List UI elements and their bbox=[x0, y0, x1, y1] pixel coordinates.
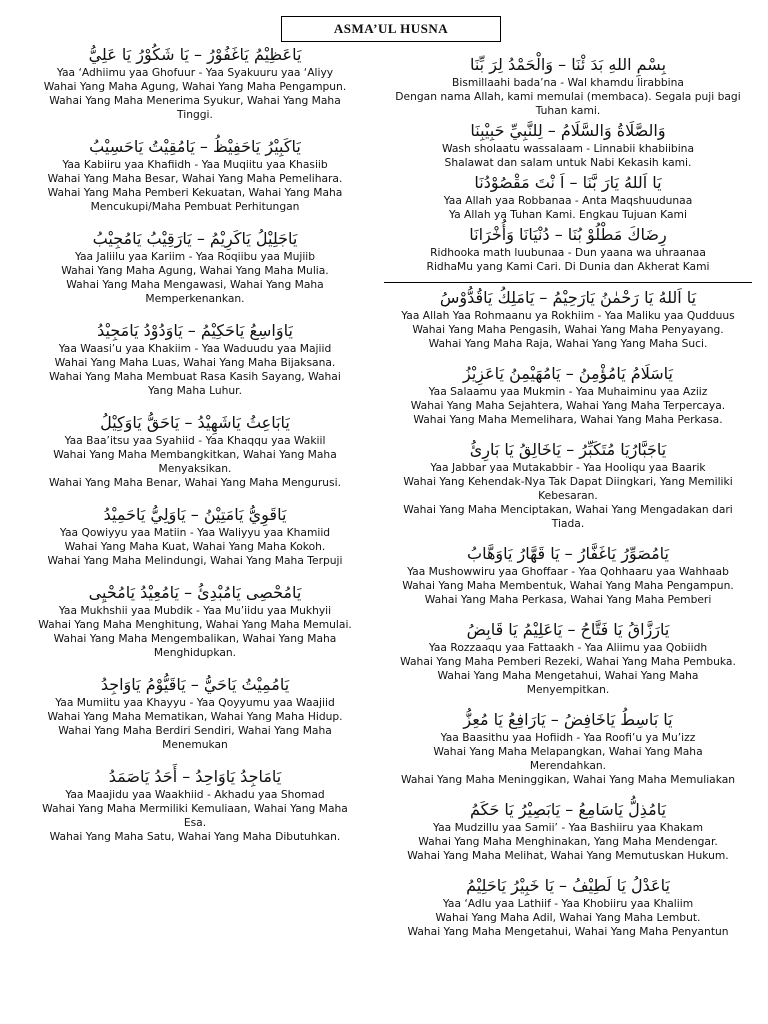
transliteration-line: Yaa ‘Adhiimu yaa Ghofuur - Yaa Syakuuru yaa ‘Aliyy bbox=[56, 66, 334, 79]
translation-line: Wahai Yang Maha Mengetahui, Wahai Yang Maha Penyantun bbox=[407, 925, 729, 938]
translation-line: Wahai Yang Maha Meninggikan, Wahai Yang Maha Memuliakan bbox=[400, 773, 736, 786]
transliteration-line: Yaa Mudzillu yaa Samii’ - Yaa Bashiiru yaa Khakam bbox=[433, 821, 703, 834]
transliteration-line: Ridhooka math luubunaa - Dun yaana wa uhraanaa bbox=[430, 246, 706, 259]
asma-entry bbox=[24, 674, 366, 752]
translation-line: Menyempitkan. bbox=[526, 683, 610, 696]
transliteration-line: Yaa Rozzaaqu yaa Fattaakh - Yaa Aliimu yaa Qobiidh bbox=[428, 641, 708, 654]
translation-line: Wahai Yang Maha Melapangkan, Wahai Yang Maha bbox=[433, 745, 703, 758]
arabic-verse: يَا اَللهُ يَارَ بَّنَا – اَ نْتَ مَقْصُوْدُنَا bbox=[474, 173, 662, 192]
arabic-verse: يَامُصَوِّرُ يَاغَفَّارُ – يَا قَهَّارُ يَاوَهَّابُ bbox=[467, 544, 669, 563]
transliteration-line: Yaa Jabbar yaa Mutakabbir - Yaa Hooliqu yaa Baarik bbox=[430, 461, 706, 474]
arabic-verse: يَابَاعِثُ يَاشَهِيْدُ – يَاحَقُّ يَاوَكِيْلُ bbox=[100, 413, 290, 432]
transliteration-line: Yaa Mukhshii yaa Mubdik - Yaa Mu’iidu yaa Mukhyii bbox=[58, 604, 332, 617]
transliteration-line: Yaa Mushowwiru yaa Ghoffaar - Yaa Qohhaaru yaa Wahhaab bbox=[407, 565, 729, 578]
asma-entry bbox=[24, 766, 366, 844]
translation-line: Wahai Yang Maha Adil, Wahai Yang Maha Lembut. bbox=[435, 911, 701, 924]
asma-entry bbox=[380, 120, 756, 170]
transliteration-line: Yaa Allah yaa Robbanaa - Anta Maqshuudunaa bbox=[443, 194, 693, 207]
asma-entry bbox=[24, 228, 366, 306]
right-column bbox=[380, 44, 756, 939]
translation-line: Wahai Yang Maha Mematikan, Wahai Yang Maha Hidup. bbox=[47, 710, 343, 723]
arabic-verse: يَاقَوِيُّ يَامَتِيْنُ – يَاوَلِيُّ يَاحَمِيْدُ bbox=[103, 505, 287, 524]
asma-entry bbox=[380, 543, 756, 607]
asma-entry bbox=[380, 875, 756, 939]
transliteration-line: Yaa Allah Yaa Rohmaanu ya Rokhiim - Yaa Maliku yaa Qudduus bbox=[401, 309, 735, 322]
translation-line: Wahai Yang Maha Agung, Wahai Yang Maha Pengampun. bbox=[43, 80, 347, 93]
arabic-verse: يَامَاجِدُ يَاوَاحِدُ – أَحَدُ يَاصَمَدُ bbox=[108, 767, 282, 786]
asma-entry bbox=[380, 224, 756, 274]
asma-entry bbox=[24, 504, 366, 568]
arabic-verse: يَامُذِلُّ يَاسَامِعُ – يَابَصِيْرُ يَا حَكَمُ bbox=[469, 800, 667, 819]
translation-line: Merendahkan. bbox=[529, 759, 607, 772]
translation-line: RidhaMu yang Kami Cari. Di Dunia dan Akherat Kami bbox=[426, 260, 710, 273]
translation-line: Wahai Yang Maha Mermiliki Kemuliaan, Wahai Yang Maha bbox=[42, 802, 348, 815]
arabic-verse: يَاعَظِيْمُ يَاغَفُوْرُ – يَا شَكُوْرُ يَا عَلِيُّ bbox=[88, 45, 302, 64]
translation-line: Menemukan bbox=[162, 738, 228, 751]
arabic-verse: بِسْمِ اللهِ بَدَ ئْنَا – وَالْحَمْدُ لِرَ بِّنَا bbox=[469, 55, 667, 74]
arabic-verse: يَا اَللهُ يَا رَحْمٰنُ يَارَحِيْمُ – يَامَلِكُ يَاقُدُّوْسُ bbox=[439, 288, 697, 307]
translation-line: Wahai Yang Maha Benar, Wahai Yang Maha Mengurusi. bbox=[49, 476, 341, 489]
arabic-verse: وَالصَّلَاةُ وَالسَّلَامُ – لِلنَّبِيِّ حَبِيْبِنَا bbox=[470, 121, 666, 140]
translation-line: Wahai Yang Maha Menerima Syukur, Wahai Yang Maha bbox=[49, 94, 341, 107]
transliteration-line: Yaa Baa’itsu yaa Syahiid - Yaa Khaqqu yaa Wakiil bbox=[64, 434, 326, 447]
asma-entry bbox=[380, 439, 756, 531]
translation-line: Mencukupi/Maha Pembuat Perhitungan bbox=[90, 200, 300, 213]
arabic-verse: يَاكَبِيْرُ يَاحَفِيْظُ – يَامُقِيْتُ يَاحَسِيْبُ bbox=[89, 137, 301, 156]
transliteration-line: Yaa Mumiitu yaa Khayyu - Yaa Qoyyumu yaa Waajiid bbox=[55, 696, 335, 709]
translation-line: Wahai Yang Maha Berdiri Sendiri, Wahai Yang Maha bbox=[58, 724, 332, 737]
translation-line: Yang Maha Luhur. bbox=[148, 384, 242, 397]
translation-line: Memperkenankan. bbox=[145, 292, 245, 305]
transliteration-line: Yaa Waasi’u yaa Khakiim - Yaa Waduudu yaa Majiid bbox=[58, 342, 332, 355]
asma-entry bbox=[380, 619, 756, 697]
translation-line: Wahai Yang Maha Memelihara, Wahai Yang Maha Perkasa. bbox=[413, 413, 723, 426]
translation-line: Wahai Yang Maha Raja, Wahai Yang Yang Maha Suci. bbox=[428, 337, 708, 350]
translation-line: Menyaksikan. bbox=[158, 462, 232, 475]
arabic-verse: يَامُمِيْتُ يَاحَيُّ – يَاقَيُّوْمُ يَاوَاجِدُ bbox=[100, 675, 290, 694]
transliteration-line: Yaa Kabiiru yaa Khafiidh - Yaa Muqiitu yaa Khasiib bbox=[62, 158, 328, 171]
translation-line: Wahai Yang Maha Pemberi Rezeki, Wahai Yang Maha Pembuka. bbox=[400, 655, 736, 668]
translation-line: Wahai Yang Maha Pemberi Kekuatan, Wahai Yang Maha bbox=[47, 186, 343, 199]
translation-line: Kebesaran. bbox=[538, 489, 598, 502]
translation-line: Tinggi. bbox=[177, 108, 213, 121]
arabic-verse: يَاجَلِيْلُ يَاكَرِيْمُ – يَارَقِيْبُ يَامُجِيْبُ bbox=[92, 229, 298, 248]
asma-entry bbox=[380, 172, 756, 222]
translation-line: Tiada. bbox=[551, 517, 585, 530]
asma-entry bbox=[24, 44, 366, 122]
transliteration-line: Yaa Baasithu yaa Hofiidh - Yaa Roofi’u ya Mu’izz bbox=[440, 731, 696, 744]
asma-entry bbox=[24, 320, 366, 398]
translation-line: Wahai Yang Maha Menghitung, Wahai Yang Maha Memulai. bbox=[38, 618, 352, 631]
translation-line: Wahai Yang Maha Agung, Wahai Yang Maha Mulia. bbox=[61, 264, 329, 277]
transliteration-line: Yaa Salaamu yaa Mukmin - Yaa Muhaiminu yaa Aziiz bbox=[428, 385, 708, 398]
asma-entry bbox=[24, 412, 366, 490]
translation-line: Wahai Yang Maha Luas, Wahai Yang Maha Bijaksana. bbox=[54, 356, 336, 369]
asma-entry bbox=[380, 799, 756, 863]
asma-entry bbox=[380, 54, 756, 118]
translation-line: Wahai Yang Maha Sejahtera, Wahai Yang Maha Terpercaya. bbox=[410, 399, 726, 412]
transliteration-line: Yaa ‘Adlu yaa Lathiif - Yaa Khobiiru yaa Khaliim bbox=[442, 897, 694, 910]
transliteration-line: Yaa Jaliilu yaa Kariim - Yaa Roqiibu yaa Mujiib bbox=[74, 250, 316, 263]
translation-line: Wahai Yang Kehendak-Nya Tak Dapat Diingkari, Yang Memiliki bbox=[403, 475, 733, 488]
translation-line: Tuhan kami. bbox=[535, 104, 601, 117]
translation-line: Wahai Yang Maha Melindungi, Wahai Yang Maha Terpuji bbox=[47, 554, 343, 567]
asma-entry bbox=[24, 582, 366, 660]
translation-line: Esa. bbox=[183, 816, 207, 829]
asma-entry bbox=[380, 287, 756, 351]
page-title: ASMA’UL HUSNA bbox=[281, 16, 501, 42]
translation-line: Wahai Yang Maha Kuat, Wahai Yang Maha Kokoh. bbox=[64, 540, 326, 553]
translation-line: Wahai Yang Maha Perkasa, Wahai Yang Maha Pemberi bbox=[424, 593, 712, 606]
arabic-verse: يَا بَاسِطُ يَاخَافِضُ – يَارَافِعُ يَا مُعِزُّ bbox=[463, 710, 673, 729]
translation-line: Wahai Yang Maha Pengasih, Wahai Yang Maha Penyayang. bbox=[412, 323, 724, 336]
transliteration-line: Yaa Qowiyyu yaa Matiin - Yaa Waliyyu yaa Khamiid bbox=[59, 526, 331, 539]
translation-line: Dengan nama Allah, kami memulai (membaca). Segala puji bagi bbox=[395, 90, 741, 103]
asma-entry bbox=[380, 363, 756, 427]
translation-line: Ya Allah ya Tuhan Kami. Engkau Tujuan Kami bbox=[449, 208, 687, 221]
translation-line: Wahai Yang Maha Mengembalikan, Wahai Yang Maha bbox=[53, 632, 337, 645]
translation-line: Wahai Yang Maha Menghinakan, Yang Maha Mendengar. bbox=[418, 835, 718, 848]
arabic-verse: يَاوَاسِعُ يَاحَكِيْمُ – يَاوَدُوْدُ يَامَجِيْدُ bbox=[97, 321, 293, 340]
asma-entry bbox=[24, 136, 366, 214]
translation-line: Wahai Yang Maha Mengawasi, Wahai Yang Maha bbox=[66, 278, 324, 291]
arabic-verse: يَارَزَّاقُ يَا فَتَّاحُ – يَاعَلِيْمُ يَا قَابِضُ bbox=[466, 620, 670, 639]
section-divider bbox=[384, 282, 752, 283]
translation-line: Wahai Yang Maha Besar, Wahai Yang Maha Pemelihara. bbox=[47, 172, 343, 185]
transliteration-line: Yaa Maajidu yaa Waakhiid - Akhadu yaa Shomad bbox=[65, 788, 325, 801]
arabic-verse: رِضَاكَ مَطْلُوْ بُنَا – دُنْيَانَا وَأُخْرَانَا bbox=[469, 225, 667, 244]
arabic-verse: يَامُحْصِى يَامُبْدِئُ – يَامُعِيْدُ يَامُحْيِى bbox=[88, 583, 302, 602]
left-column bbox=[24, 44, 366, 844]
translation-line: Shalawat dan salam untuk Nabi Kekasih kami. bbox=[444, 156, 692, 169]
transliteration-line: Wash sholaatu wassalaam - Linnabii khabiibina bbox=[441, 142, 695, 155]
transliteration-line: Bismillaahi bada’na - Wal khamdu lirabbina bbox=[452, 76, 684, 89]
arabic-verse: يَاعَدْلُ يَا لَطِيْفُ – يَا خَبِيْرُ يَاحَلِيْمُ bbox=[466, 876, 670, 895]
asma-entry bbox=[380, 709, 756, 787]
translation-line: Wahai Yang Maha Mengetahui, Wahai Yang Maha bbox=[437, 669, 699, 682]
translation-line: Wahai Yang Maha Membangkitkan, Wahai Yang Maha bbox=[53, 448, 337, 461]
translation-line: Wahai Yang Maha Menciptakan, Wahai Yang Mengadakan dari bbox=[403, 503, 733, 516]
translation-line: Menghidupkan. bbox=[153, 646, 237, 659]
translation-line: Wahai Yang Maha Membuat Rasa Kasih Sayang, Wahai bbox=[49, 370, 341, 383]
translation-line: Wahai Yang Maha Melihat, Wahai Yang Memutuskan Hukum. bbox=[407, 849, 729, 862]
arabic-verse: يَاجَبَّارُيَا مُتَكَبِّرُ – يَاخَالِقُ يَا بَارِئُ bbox=[469, 440, 667, 459]
translation-line: Wahai Yang Maha Membentuk, Wahai Yang Maha Pengampun. bbox=[402, 579, 734, 592]
arabic-verse: يَاسَلَامُ يَامُؤْمِنُ – يَامُهَيْمِنُ يَاعَزِيْزُ bbox=[463, 364, 673, 383]
translation-line: Wahai Yang Maha Satu, Wahai Yang Maha Dibutuhkan. bbox=[49, 830, 341, 843]
